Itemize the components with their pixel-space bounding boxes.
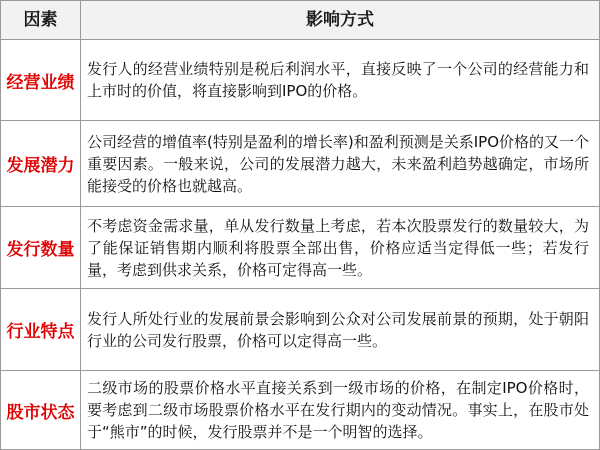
- table-row: [1, 121, 599, 207]
- factor-label: 经营业绩: [6, 72, 75, 93]
- impact-description: 不考虑资金需求量，单从发行数量上考虑，若本次股票发行的数量较大，为了能保证销售期内顺利将股票全部出售，价格应适当定得低一些；若发行量，考虑到供求关系，价格可定得高一些。: [87, 216, 589, 279]
- table-row: [1, 207, 599, 289]
- header-impact: 影响方式: [306, 10, 374, 30]
- table-header: [1, 1, 599, 40]
- table-row: [1, 40, 599, 121]
- table-row: [1, 289, 599, 371]
- factor-label: 发展潜力: [6, 156, 75, 176]
- impact-description: 发行人所处行业的发展前景会影响到公众对公司发展前景的预期，处于朝阳行业的公司发行股票，价格可以定得高一些。: [87, 309, 589, 350]
- factor-label: 发行数量: [6, 240, 75, 260]
- impact-description: 发行人的经营业绩特别是税后利润水平，直接反映了一个公司的经营能力和上市时的价值，将直接影响到IPO的价格。: [87, 60, 589, 100]
- table-row: [1, 371, 599, 449]
- factor-label: 股市状态: [6, 402, 75, 423]
- impact-description: 公司经营的增值率(特别是盈利的增长率)和盈利预测是关系IPO价格的又一个重要因素。一般来说，公司的发展潜力越大，未来盈利趋势越确定，市场所能接受的价格也就越高。: [87, 132, 589, 195]
- factor-label: 行业特点: [6, 322, 75, 342]
- header-factor: 因素: [23, 10, 58, 30]
- impact-description: 二级市场的股票价格水平直接关系到一级市场的价格，在制定IPO价格时，要考虑到二级市场股票价格水平在发行期内的变动情况。事实上，在股市处于“熊市”的时候，发行股票并不是一个明智的选择。: [87, 379, 589, 441]
